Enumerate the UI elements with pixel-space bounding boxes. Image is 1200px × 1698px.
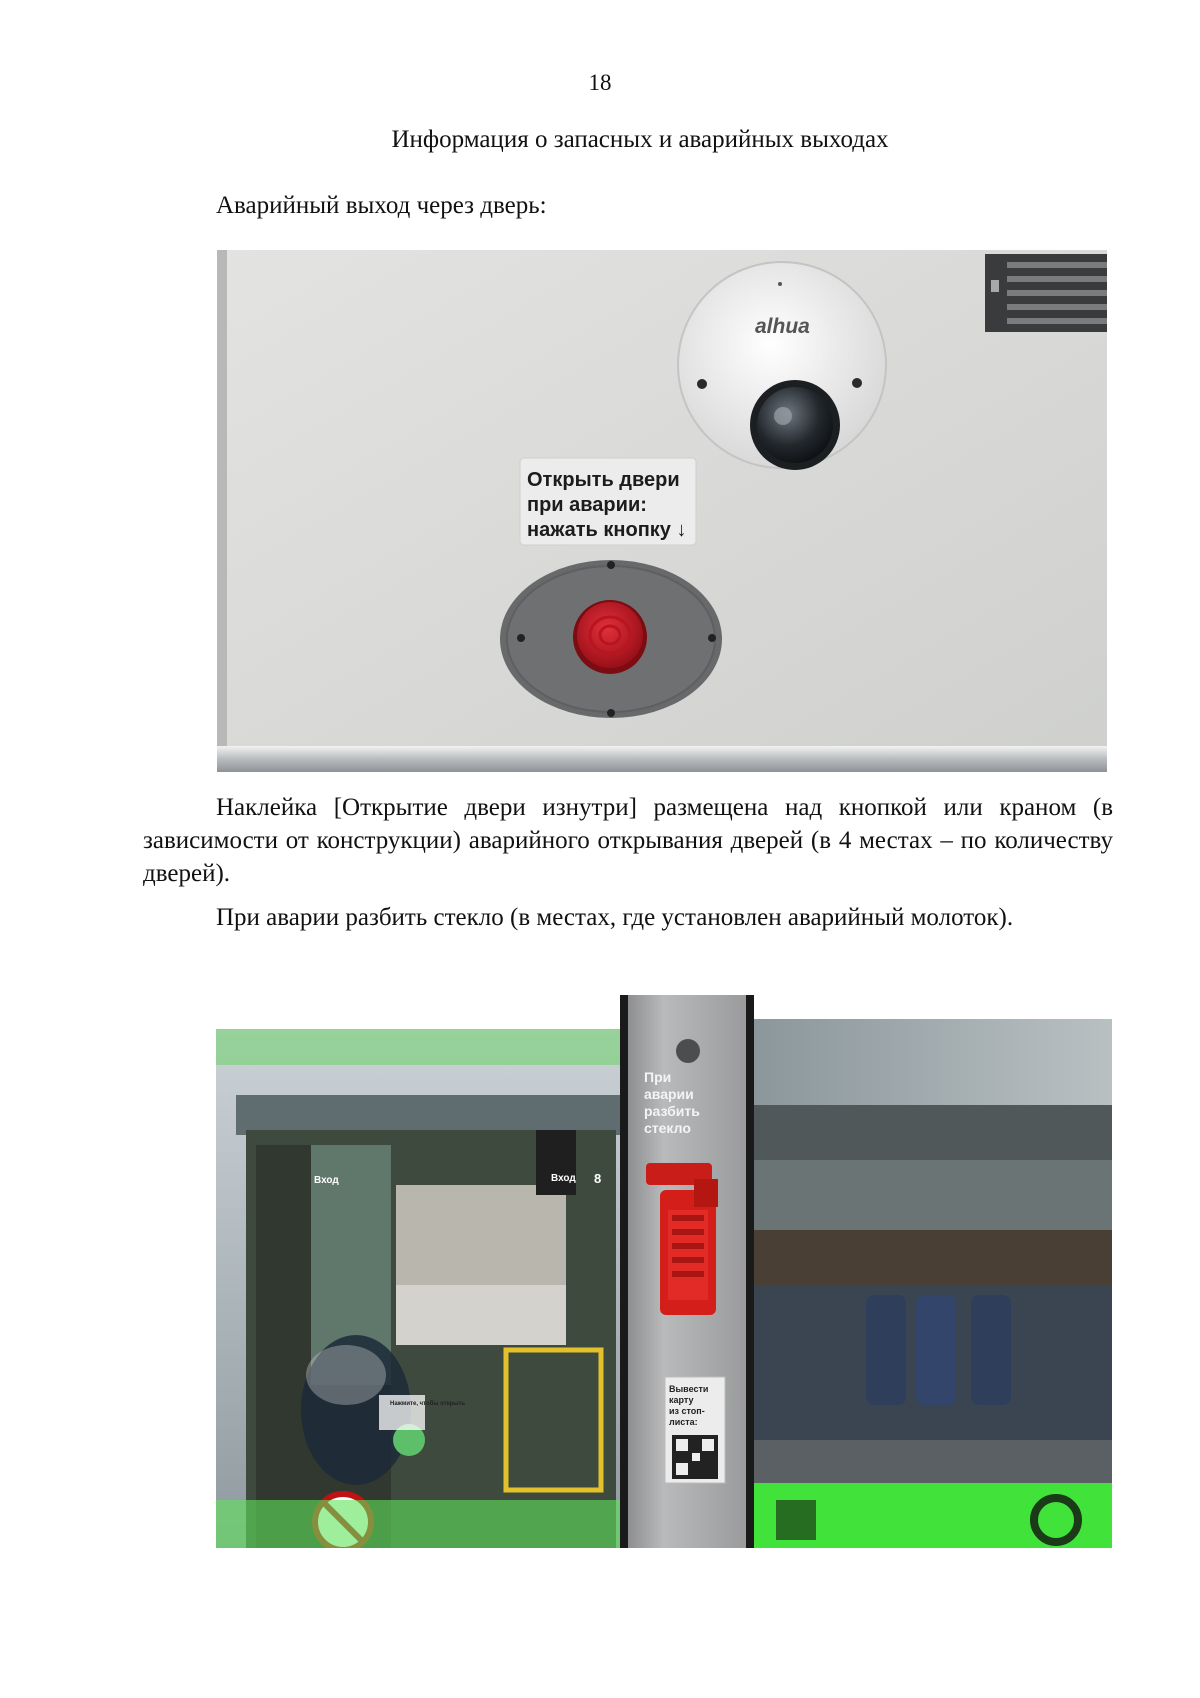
pillar-text-line-3: разбить: [644, 1103, 700, 1119]
qr-label-line-4: листа:: [669, 1417, 698, 1427]
photo-emergency-door-button-drawing: [217, 250, 1107, 772]
route-number: 8: [594, 1171, 602, 1186]
qr-label-line-1: Вывести: [669, 1384, 709, 1394]
camera-brand-logo: alhua: [755, 315, 810, 338]
door-open-hint: Нажмите, чтобы открыть: [390, 1401, 466, 1407]
pillar-text-line-1: При: [644, 1069, 672, 1085]
pillar-text-line-4: стекло: [644, 1120, 691, 1136]
qr-label-line-2: карту: [669, 1395, 694, 1405]
photo-emergency-door-button: [217, 250, 1107, 772]
section-title: Информация о запасных и аварийных выходах: [391, 126, 889, 153]
door-label-right: Вход: [551, 1173, 576, 1184]
sticker-line-2: при аварии:: [527, 494, 647, 516]
pillar-text-line-2: аварии: [644, 1086, 694, 1102]
paragraph-break-glass: При аварии разбить стекло (в местах, где установлен аварийный молоток).: [216, 904, 1014, 931]
metal-trim-strip: [217, 746, 1107, 772]
sticker-line-1: Открыть двери: [527, 469, 680, 491]
page-number: 18: [588, 70, 612, 95]
photo-emergency-hammer-drawing: [216, 995, 1112, 1548]
subheading: Аварийный выход через дверь:: [216, 192, 547, 219]
sticker-line-3: нажать кнопку ↓: [527, 519, 687, 541]
door-label-left: Вход: [314, 1175, 339, 1186]
vent-grille: [985, 254, 1107, 332]
emergency-door-button: [500, 560, 722, 718]
photo-emergency-hammer: [216, 995, 1112, 1548]
paragraph-door-sticker: Наклейка [Открытие двери изнутри] размещена над кнопкой или краном (в зависимости от конструкции) аварийного открывания дверей (в 4 местах – по количеству дверей).: [143, 794, 1113, 887]
security-camera: [678, 262, 886, 470]
qr-label-line-3: из стоп-: [669, 1406, 705, 1416]
